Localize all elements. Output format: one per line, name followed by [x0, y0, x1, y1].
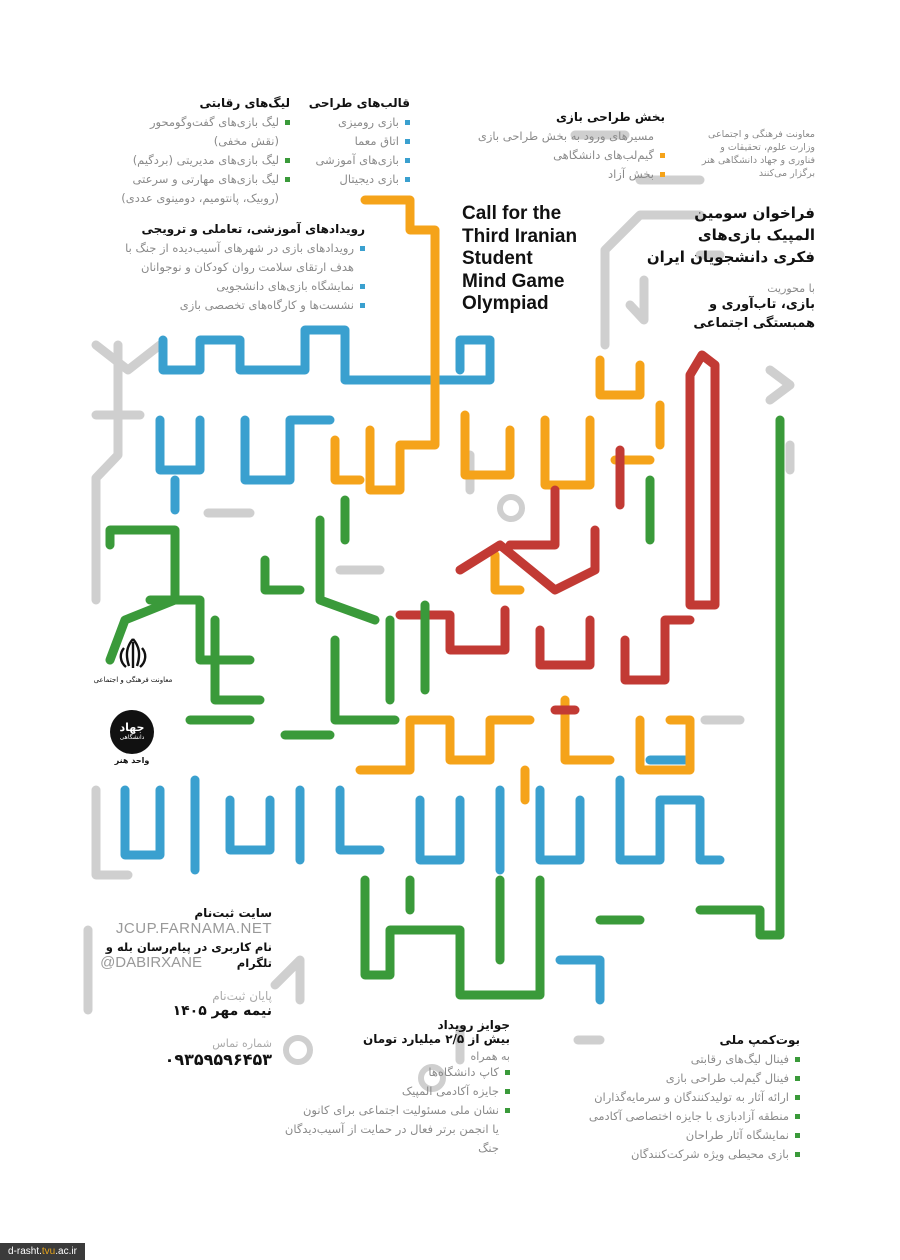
list-item: بازی‌های آموزشی: [290, 151, 410, 170]
list-item: لیگ بازی‌های گفت‌وگومحور: [50, 113, 290, 132]
username-handle[interactable]: @DABIRXANE: [100, 954, 202, 971]
ministry-logo: معاونت فرهنگی و اجتماعی: [88, 636, 178, 684]
list-item: یا انجمن برتر فعال در حمایت از آسیب‌دیدگان: [284, 1122, 499, 1136]
list-item: نمایشگاه آثار طراحان: [470, 1126, 800, 1145]
list-item: بخش آزاد: [445, 165, 665, 184]
events-section: [65, 222, 365, 315]
formats-section: [290, 96, 410, 189]
list-item: فینال لیگ‌های رقابتی: [470, 1050, 800, 1069]
jahad-logo: جهاد دانشگاهی واحد هنر: [100, 710, 164, 765]
list-item: مسیرهای ورود به بخش طراحی بازی: [477, 129, 654, 143]
list-item: اتاق معما: [290, 132, 410, 151]
list-item: لیگ بازی‌های مدیریتی (بردگیم): [50, 151, 290, 170]
registration-site-link[interactable]: JCUP.FARNAMA.NET: [115, 920, 272, 937]
events-title: رویدادهای آموزشی، تعاملی و ترویجی: [141, 222, 365, 236]
formats-title: قالب‌های طراحی: [308, 96, 410, 110]
list-item: هدف ارتقای سلامت روان کودکان و نوجوانان: [141, 260, 354, 274]
registration-site-label: سایت ثبت‌نام: [194, 906, 272, 920]
phone-number[interactable]: ۰۹۳۵۹۵۹۶۴۵۳: [164, 1050, 272, 1069]
organizers-text: معاونت فرهنگی و اجتماعی وزارت علوم، تحقیقات و فناوری و جهاد دانشگاهی هنر برگزار می‌کنند: [701, 129, 815, 179]
title-persian: فراخوان سومین المپیک بازی‌های فکری دانشجویان ایران: [646, 204, 815, 266]
list-item: رویدادهای بازی در شهرهای آسیب‌دیده از جنگ با: [65, 239, 365, 258]
list-item: فینال گیم‌لب طراحی بازی: [470, 1069, 800, 1088]
list-item: کاپ دانشگاه‌ها: [250, 1063, 510, 1082]
list-item: بازی رومیزی: [290, 113, 410, 132]
list-item: بازی محیطی ویژه شرکت‌کنندگان: [470, 1145, 800, 1164]
registration-section: سایت ثبت‌نام JCUP.FARNAMA.NET نام کاربری در پیام‌رسان بله و تلگرام @DABIRXANE پایان ثبت‌نام نیمه مهر ۱۴۰۵ شماره تماس ۰۹۳۵۹۵۹۶۴۵۳: [72, 906, 272, 1069]
design-title: بخش طراحی بازی: [555, 110, 665, 124]
list-item: نشست‌ها و کارگاه‌های تخصصی بازی: [65, 296, 365, 315]
design-section: [445, 110, 665, 184]
iran-emblem-icon: [113, 636, 153, 672]
list-item: (نقش مخفی): [213, 134, 279, 148]
list-item: بازی دیجیتال: [290, 170, 410, 189]
leagues-section: [50, 96, 290, 208]
list-item: گیم‌لب‌های دانشگاهی: [445, 146, 665, 165]
list-item: نشان ملی مسئولیت اجتماعی برای کانون: [250, 1101, 510, 1120]
list-item: منطقه آزادبازی با جایزه اختصاصی آکادمی: [470, 1107, 800, 1126]
focus-section: با محوریت بازی، تاب‌آوری و همبستگی اجتماعی: [693, 282, 815, 331]
list-item: جنگ: [478, 1141, 499, 1155]
leagues-title: لیگ‌های رقابتی: [199, 96, 290, 110]
bootcamp-section: بوت‌کمپ ملی فینال لیگ‌های رقابتی فینال گیم‌لب طراحی بازی ارائه آثار به تولیدکنندگان و سرمایه‌گذاران منطقه آزادبازی با جایزه اختصاصی آکادمی نمایشگاه آثار طراحان بازی محیطی ویژه شرکت‌کنندگان: [470, 1033, 800, 1164]
site-watermark[interactable]: d-rasht.tvu.ac.ir: [0, 1243, 85, 1260]
list-item: (روبیک، پانتومیم، دومینوی عددی): [121, 191, 279, 205]
list-item: نمایشگاه بازی‌های دانشجویی: [65, 277, 365, 296]
list-item: ارائه آثار به تولیدکنندگان و سرمایه‌گذاران: [470, 1088, 800, 1107]
list-item: لیگ بازی‌های مهارتی و سرعتی: [50, 170, 290, 189]
title-english: Call for the Third Iranian Student Mind Game Olympiad: [462, 203, 578, 314]
list-item: جایزه آکادمی المپیک: [250, 1082, 510, 1101]
prizes-section: جوایز رویداد بیش از ۲/۵ میلیارد تومان به همراه کاپ دانشگاه‌ها جایزه آکادمی المپیک نشان ملی مسئولیت اجتماعی برای کانون یا انجمن برتر فعال در حمایت از آسیب‌دیدگان جنگ: [250, 1018, 510, 1158]
